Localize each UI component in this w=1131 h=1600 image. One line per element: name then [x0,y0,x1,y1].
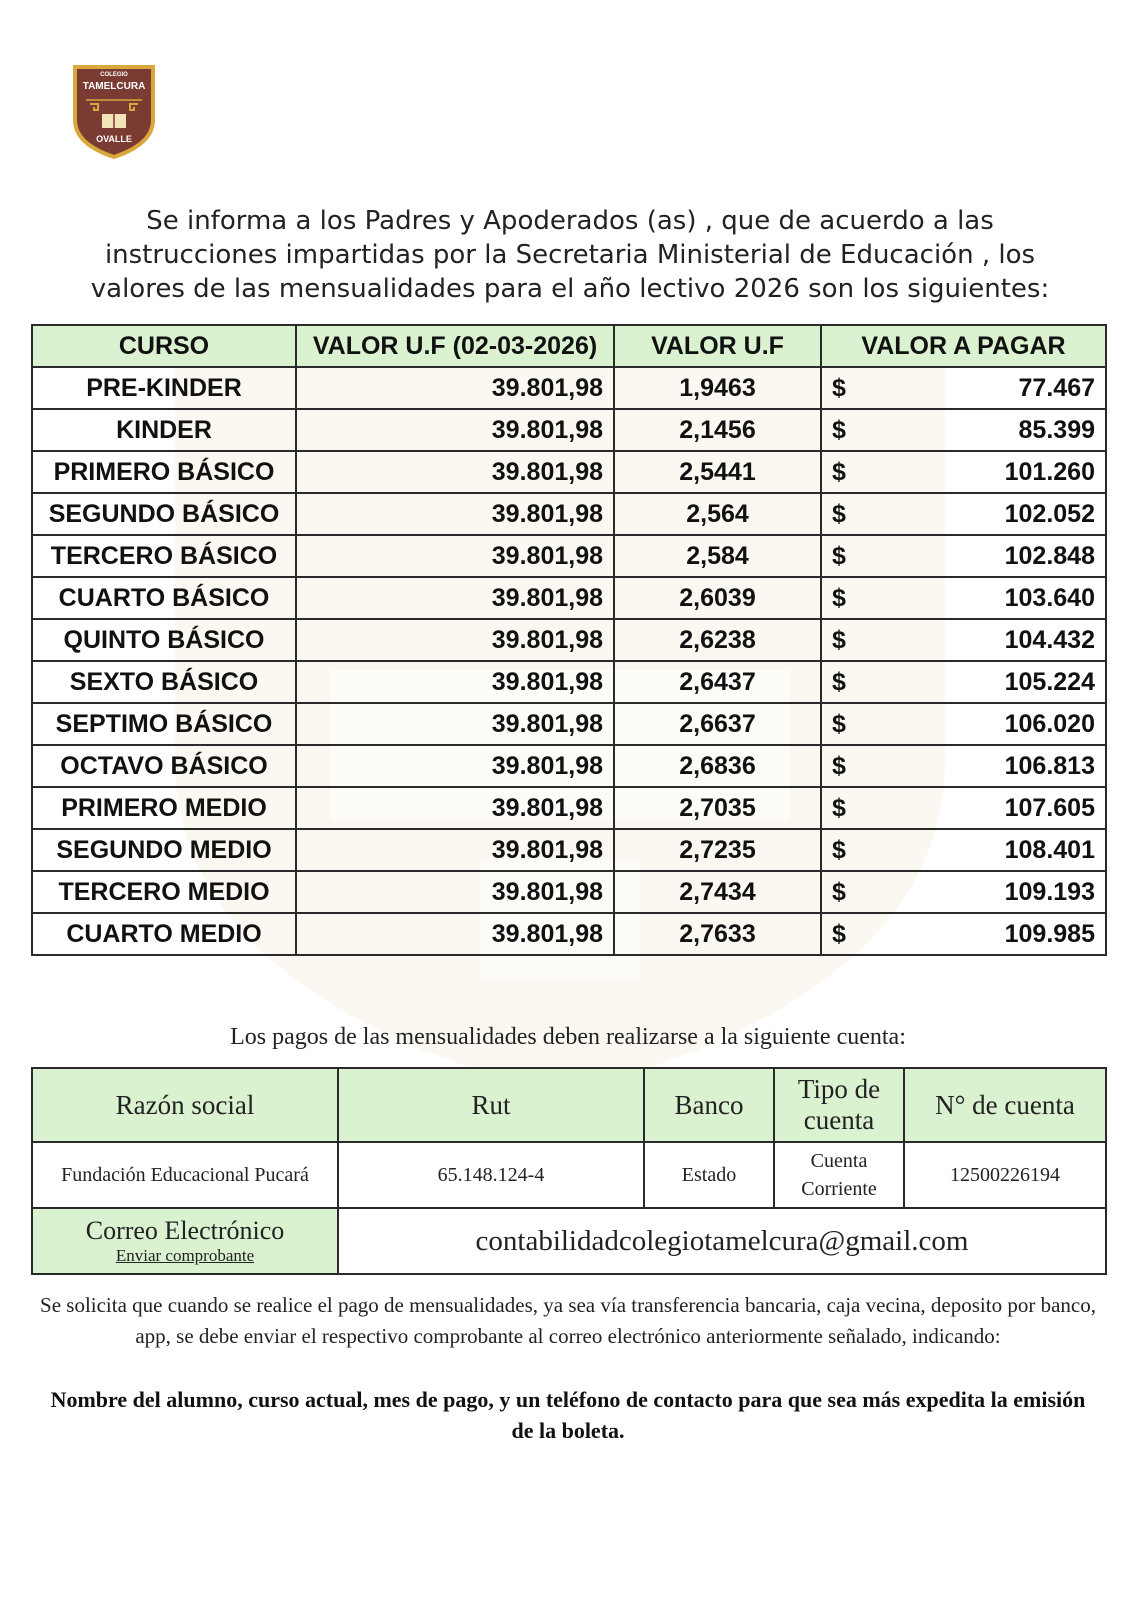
uf-value-cell: 39.801,98 [296,913,614,955]
to-pay-amount: 77.467 [1018,373,1095,402]
to-pay-cell [821,577,1106,619]
course-cell: TERCERO BÁSICO [32,535,296,577]
fees-table-body [32,367,1106,955]
course-cell: OCTAVO BÁSICO [32,745,296,787]
logo-college-label: COLEGIO [100,72,128,78]
uf-cell: 2,6238 [614,619,821,661]
course-cell: CUARTO BÁSICO [32,577,296,619]
currency-symbol: $ [832,373,846,402]
uf-cell: 2,6637 [614,703,821,745]
email-address[interactable]: contabilidadcolegiotamelcura@gmail.com [338,1208,1106,1274]
uf-value-cell: 39.801,98 [296,535,614,577]
fees-table [31,324,1107,956]
to-pay-amount: 109.985 [1004,919,1095,948]
course-cell: PRE-KINDER [32,367,296,409]
currency-symbol: $ [832,415,846,444]
email-label: Correo Electrónico [85,1216,285,1245]
fees-row [32,913,1106,955]
currency-symbol: $ [832,457,846,486]
currency-symbol: $ [832,835,846,864]
course-cell: CUARTO MEDIO [32,913,296,955]
currency-symbol: $ [832,625,846,654]
uf-cell: 2,5441 [614,451,821,493]
rut-value: 65.148.124-4 [338,1142,644,1208]
fees-row [32,619,1106,661]
header-numero-cuenta: N° de cuenta [904,1068,1106,1142]
school-logo [72,64,156,160]
razon-social-value: Fundación Educacional Pucará [32,1142,338,1208]
to-pay-amount: 106.020 [1004,709,1095,738]
fees-row [32,409,1106,451]
uf-cell: 2,6836 [614,745,821,787]
banco-value: Estado [644,1142,774,1208]
currency-symbol: $ [832,709,846,738]
header-banco: Banco [644,1068,774,1142]
currency-symbol: $ [832,919,846,948]
course-cell: KINDER [32,409,296,451]
uf-cell: 2,6437 [614,661,821,703]
uf-value-cell: 39.801,98 [296,367,614,409]
to-pay-amount: 105.224 [1004,667,1095,696]
currency-symbol: $ [832,499,846,528]
bank-account-table [31,1067,1107,1275]
uf-cell: 2,6039 [614,577,821,619]
header-uf-value: VALOR U.F (02-03-2026) [296,325,614,367]
to-pay-cell [821,829,1106,871]
to-pay-amount: 104.432 [1004,625,1095,654]
to-pay-amount: 101.260 [1004,457,1095,486]
fees-header-row [32,325,1106,367]
uf-value-cell: 39.801,98 [296,619,614,661]
uf-value-cell: 39.801,98 [296,703,614,745]
email-sublabel: Enviar comprobante [115,1246,255,1265]
fees-row [32,535,1106,577]
to-pay-amount: 102.052 [1004,499,1095,528]
fees-row [32,787,1106,829]
uf-value-cell: 39.801,98 [296,409,614,451]
email-row [32,1208,1106,1274]
uf-cell: 2,584 [614,535,821,577]
payment-note: Los pagos de las mensualidades deben realizarse a la siguiente cuenta: [230,1024,906,1050]
uf-value-cell: 39.801,98 [296,787,614,829]
bank-data-row [32,1142,1106,1208]
header-to-pay: VALOR A PAGAR [821,325,1106,367]
fees-row [32,829,1106,871]
fees-row [32,493,1106,535]
uf-cell: 2,7434 [614,871,821,913]
course-cell: SEGUNDO MEDIO [32,829,296,871]
course-cell: SEXTO BÁSICO [32,661,296,703]
numero-cuenta-value: 12500226194 [904,1142,1106,1208]
closing-bold-paragraph: Nombre del alumno, curso actual, mes de pago, y un teléfono de contacto para que sea más expedita la emisión de la boleta. [50,1387,1086,1443]
course-cell: PRIMERO BÁSICO [32,451,296,493]
uf-cell: 1,9463 [614,367,821,409]
header-course: CURSO [32,325,296,367]
to-pay-cell [821,871,1106,913]
uf-cell: 2,1456 [614,409,821,451]
shield-icon [72,64,156,160]
uf-cell: 2,7633 [614,913,821,955]
uf-cell: 2,564 [614,493,821,535]
uf-value-cell: 39.801,98 [296,451,614,493]
to-pay-amount: 103.640 [1004,583,1095,612]
currency-symbol: $ [832,667,846,696]
to-pay-cell [821,703,1106,745]
course-cell: TERCERO MEDIO [32,871,296,913]
fees-row [32,577,1106,619]
to-pay-cell [821,409,1106,451]
to-pay-cell [821,451,1106,493]
to-pay-cell [821,493,1106,535]
logo-school-name: TAMELCURA [82,81,146,92]
bank-header-row [32,1068,1106,1142]
uf-value-cell: 39.801,98 [296,661,614,703]
to-pay-cell [821,661,1106,703]
fees-row [32,871,1106,913]
fees-row [32,745,1106,787]
uf-value-cell: 39.801,98 [296,577,614,619]
to-pay-amount: 109.193 [1004,877,1095,906]
tipo-cuenta-value: Cuenta Corriente [774,1142,904,1208]
header-uf: VALOR U.F [614,325,821,367]
uf-cell: 2,7235 [614,829,821,871]
fees-row [32,703,1106,745]
course-cell: SEPTIMO BÁSICO [32,703,296,745]
fees-row [32,367,1106,409]
to-pay-cell [821,619,1106,661]
currency-symbol: $ [832,541,846,570]
logo-city: OVALLE [96,134,132,144]
uf-value-cell: 39.801,98 [296,745,614,787]
header-rut: Rut [338,1068,644,1142]
to-pay-amount: 102.848 [1004,541,1095,570]
to-pay-cell [821,745,1106,787]
course-cell: SEGUNDO BÁSICO [32,493,296,535]
header-razon-social: Razón social [32,1068,338,1142]
email-label-cell [32,1208,338,1274]
currency-symbol: $ [832,793,846,822]
course-cell: QUINTO BÁSICO [32,619,296,661]
uf-value-cell: 39.801,98 [296,493,614,535]
closing-paragraph: Se solicita que cuando se realice el pago de mensualidades, ya sea vía transferencia bancaria, caja vecina, deposito por banco, app, se debe enviar el respectivo comprobante al correo electrónico anteriormente señalado, indicando: [40,1293,1096,1348]
currency-symbol: $ [832,583,846,612]
intro-paragraph: Se informa a los Padres y Apoderados (as) , que de acuerdo a las instrucciones impartidas por la Secretaria Ministerial de Educación , los valores de las mensualidades para el año lectivo 2026 son los siguientes: [90,206,1050,304]
to-pay-amount: 108.401 [1004,835,1095,864]
to-pay-amount: 85.399 [1018,415,1095,444]
header-tipo-cuenta: Tipo de cuenta [774,1068,904,1142]
to-pay-cell [821,787,1106,829]
to-pay-amount: 106.813 [1004,751,1095,780]
currency-symbol: $ [832,877,846,906]
to-pay-cell [821,913,1106,955]
to-pay-amount: 107.605 [1004,793,1095,822]
uf-cell: 2,7035 [614,787,821,829]
to-pay-cell [821,367,1106,409]
course-cell: PRIMERO MEDIO [32,787,296,829]
uf-value-cell: 39.801,98 [296,871,614,913]
uf-value-cell: 39.801,98 [296,829,614,871]
fees-row [32,451,1106,493]
fees-row [32,661,1106,703]
to-pay-cell [821,535,1106,577]
currency-symbol: $ [832,751,846,780]
